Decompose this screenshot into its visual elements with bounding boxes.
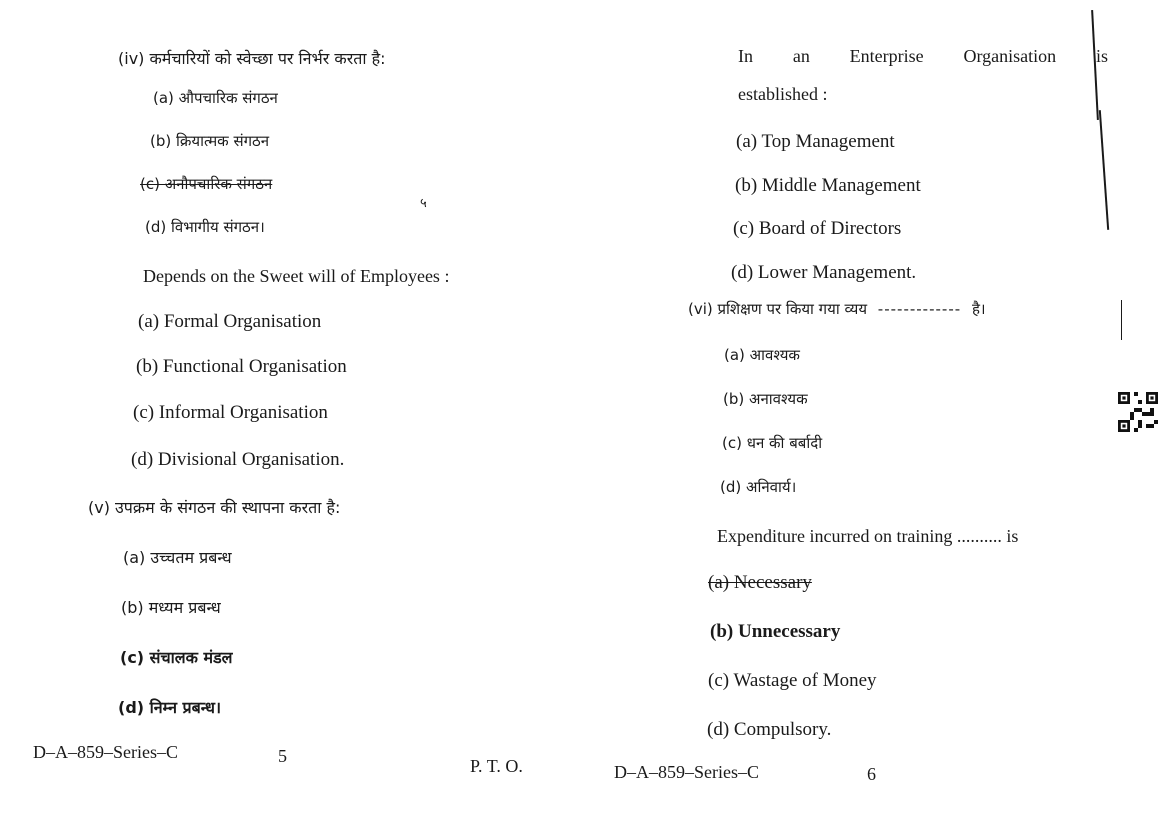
q6-hindi-option-d: (d) अनिवार्य। — [720, 478, 797, 496]
q4-english-option-a: (a) Formal Organisation — [138, 311, 322, 332]
question-6-hindi-stem — [688, 302, 986, 317]
left-footer-series: D–A–859–Series–C — [33, 742, 178, 762]
right-footer-series: D–A–859–Series–C — [614, 762, 759, 782]
q4-hindi-option-b: (b) क्रियात्मक संगठन — [150, 132, 270, 150]
q4-english-option-d: (d) Divisional Organisation. — [131, 449, 345, 470]
scan-edge-line — [1099, 110, 1109, 230]
q5-english-option-b: (b) Middle Management — [735, 175, 921, 196]
q5-english-stem-line1 — [738, 47, 1108, 65]
word: Organisation — [963, 46, 1057, 66]
q5-english-stem-line2: established : — [738, 84, 828, 104]
question-4-hindi-stem: (iv) कर्मचारियों को स्वेच्छा पर निर्भर करता है: — [118, 49, 386, 68]
word: In — [738, 46, 753, 66]
q6-english-option-c: (c) Wastage of Money — [708, 670, 877, 691]
q6-hindi-option-c: (c) धन की बर्बादी — [722, 434, 823, 452]
q4-english-option-c: (c) Informal Organisation — [133, 402, 328, 423]
q6-hindi-option-a: (a) आवश्यक — [724, 346, 800, 364]
question-4-english-stem: Depends on the Sweet will of Employees : — [143, 266, 450, 286]
q5-english-option-c: (c) Board of Directors — [733, 218, 902, 239]
footer-pto: P. T. O. — [470, 756, 523, 776]
word: an — [792, 46, 810, 66]
q4-hindi-option-c: (c) अनौपचारिक संगठन — [140, 175, 273, 193]
q6-english-option-b: (b) Unnecessary — [710, 621, 841, 642]
right-footer-page-number: 6 — [867, 764, 876, 784]
q6-hindi-stem-end: है। — [971, 300, 986, 318]
q5-hindi-option-c: (c) संचालक मंडल — [120, 648, 233, 667]
q6-hindi-stem-text: (vi) प्रशिक्षण पर किया गया व्यय — [688, 300, 868, 318]
q5-english-option-a: (a) Top Management — [736, 131, 895, 152]
q5-hindi-option-b: (b) मध्यम प्रबन्ध — [121, 598, 221, 617]
question-5-hindi-stem: (v) उपक्रम के संगठन की स्थापना करता है: — [88, 498, 341, 517]
question-6-english-stem: Expenditure incurred on training .......... is — [717, 526, 1019, 546]
q5-hindi-option-d: (d) निम्न प्रबन्ध। — [118, 698, 222, 717]
q4-english-option-b: (b) Functional Organisation — [136, 356, 347, 377]
word: Enterprise — [849, 46, 924, 66]
q4-hindi-option-d: (d) विभागीय संगठन। — [145, 218, 265, 236]
qr-code-icon — [1118, 392, 1158, 432]
q6-english-option-a: (a) Necessary — [708, 572, 812, 593]
answer-blank: ------------- — [877, 300, 962, 318]
word: is — [1095, 46, 1108, 66]
q5-english-option-d: (d) Lower Management. — [731, 262, 917, 283]
q6-hindi-option-b: (b) अनावश्यक — [723, 390, 808, 408]
q6-english-option-d: (d) Compulsory. — [707, 719, 832, 740]
scan-edge-line — [1121, 300, 1122, 340]
left-footer-page-number: 5 — [278, 746, 287, 766]
margin-mark: ५ — [420, 196, 427, 211]
q4-hindi-option-a: (a) औपचारिक संगठन — [153, 89, 278, 107]
q5-hindi-option-a: (a) उच्चतम प्रबन्ध — [123, 548, 232, 567]
